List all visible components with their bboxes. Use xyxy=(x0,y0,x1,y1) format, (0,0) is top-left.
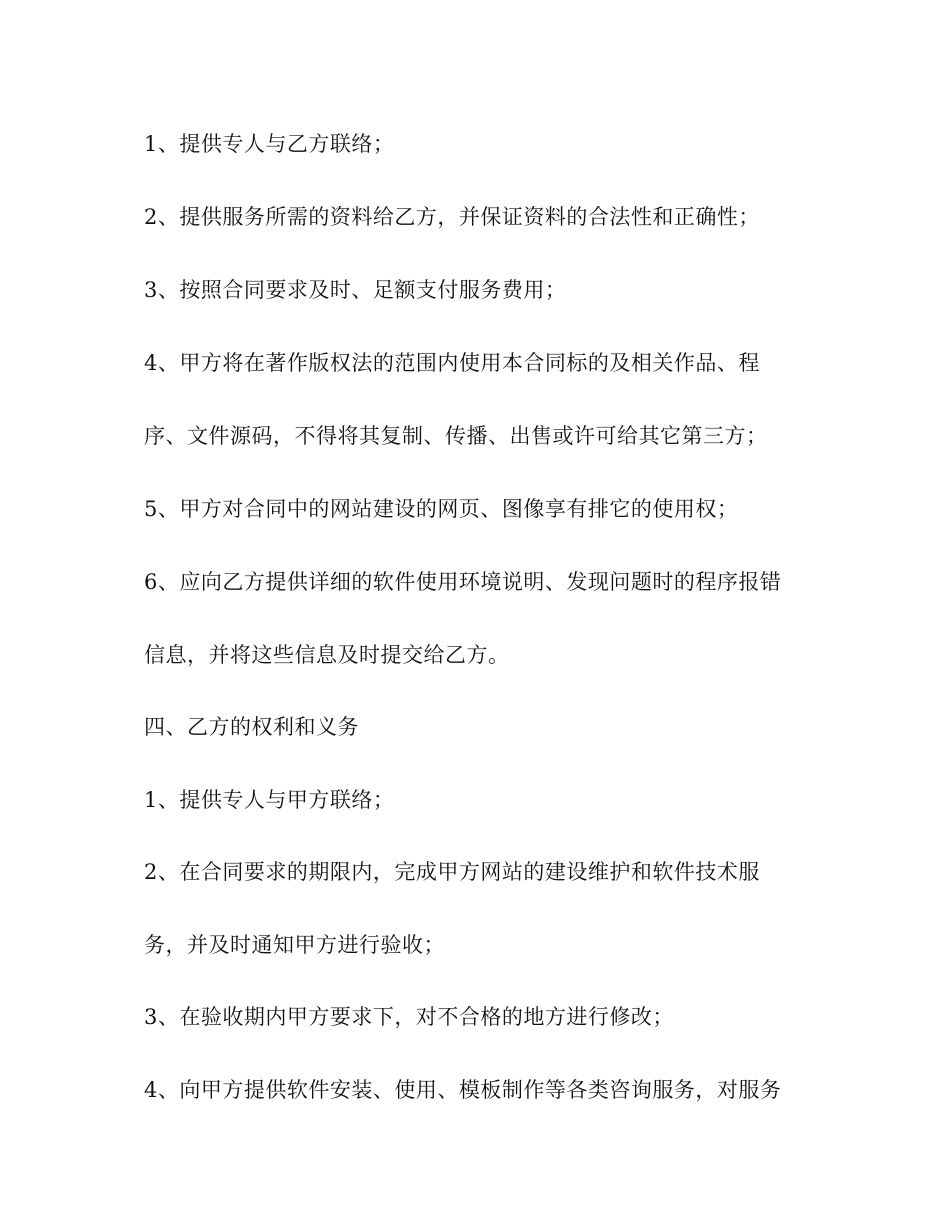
clause-b2-line: 2、在合同要求的期限内，完成甲方网站的建设维护和软件技术服 xyxy=(144,860,760,884)
clause-a2-line: 2、提供服务所需的资料给乙方，并保证资料的合法性和正确性； xyxy=(144,205,760,229)
clause-a6-line: 6、应向乙方提供详细的软件使用环境说明、发现问题时的程序报错 xyxy=(144,570,782,594)
clause-b3-line: 3、在验收期内甲方要求下，对不合格的地方进行修改； xyxy=(144,1005,674,1029)
clause-b4-line: 4、向甲方提供软件安装、使用、模板制作等各类咨询服务，对服务 xyxy=(144,1078,782,1102)
section-heading: 四、乙方的权利和义务 xyxy=(144,715,359,739)
clause-a3-line: 3、按照合同要求及时、足额支付服务费用； xyxy=(144,278,567,302)
clause-a4-line: 4、甲方将在著作版权法的范围内使用本合同标的及相关作品、程 xyxy=(144,351,760,375)
clause-a1-line: 1、提供专人与乙方联络； xyxy=(144,132,395,156)
clause-a5-line: 5、甲方对合同中的网站建设的网页、图像享有排它的使用权； xyxy=(144,497,739,521)
clause-a4-continuation: 序、文件源码，不得将其复制、传播、出售或许可给其它第三方； xyxy=(144,424,768,448)
clause-b2-continuation: 务，并及时通知甲方进行验收； xyxy=(144,933,445,957)
clause-b1-line: 1、提供专人与甲方联络； xyxy=(144,788,395,812)
clause-a6-continuation: 信息，并将这些信息及时提交给乙方。 xyxy=(144,643,510,667)
